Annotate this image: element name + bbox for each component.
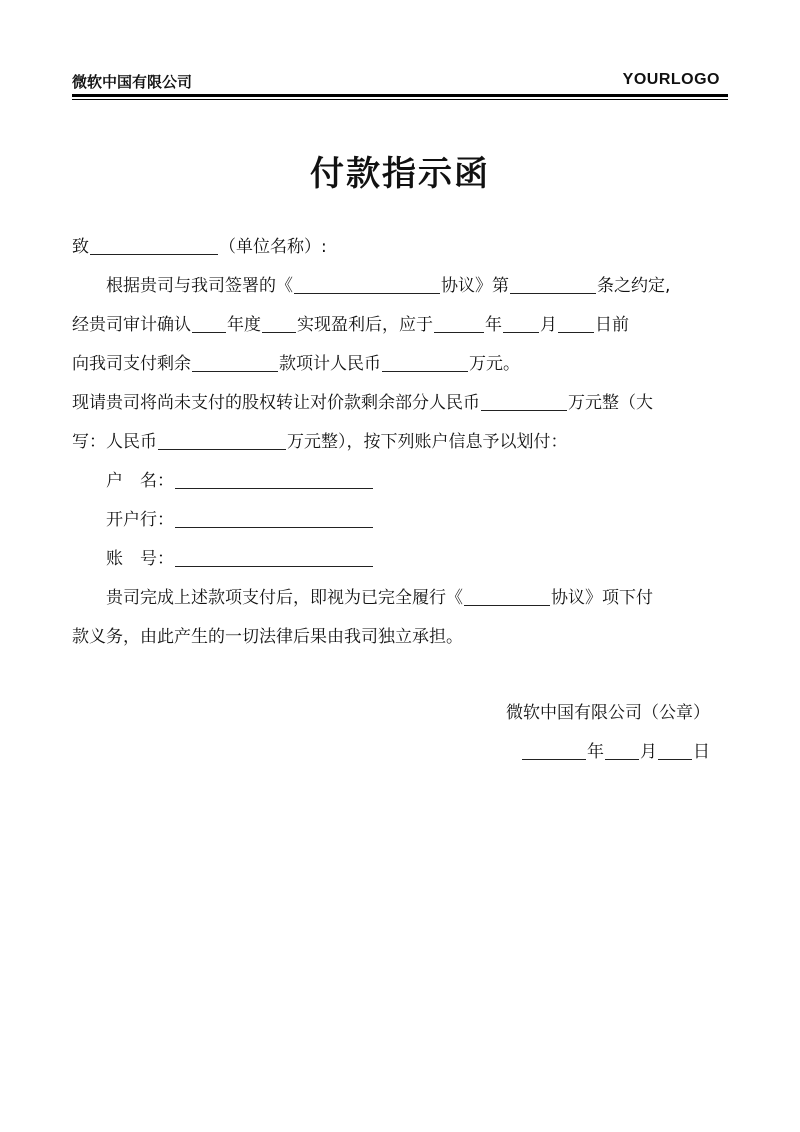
signature-company: 微软中国有限公司（公章） (506, 703, 710, 723)
text-segment: 协议》第 (441, 276, 509, 296)
account-number-row (72, 540, 712, 579)
paragraph-3-line-1 (72, 579, 712, 618)
header-company-name: 微软中国有限公司 (72, 73, 193, 91)
sign-month-blank[interactable] (605, 737, 639, 760)
paragraph-3-line-2 (72, 618, 712, 657)
text-segment: 款义务，由此产生的一切法律后果由我司独立承担。 (72, 627, 463, 647)
bank-label: 开户行： (106, 510, 174, 530)
signature-date (0, 733, 710, 772)
paragraph-1-line-2 (72, 306, 712, 345)
sign-day-label: 日 (693, 742, 710, 762)
due-day-blank[interactable] (558, 310, 594, 333)
page-header (72, 64, 728, 98)
sign-day-blank[interactable] (658, 737, 692, 760)
transfer-amount-blank[interactable] (481, 388, 567, 411)
amount-blank[interactable] (382, 349, 468, 372)
text-segment: 实现盈利后，应于 (297, 315, 433, 335)
account-name-blank[interactable] (175, 466, 373, 489)
clause-number-blank[interactable] (510, 271, 596, 294)
account-number-blank[interactable] (175, 544, 373, 567)
agreement-name-blank-2[interactable] (464, 583, 550, 606)
sign-year-blank[interactable] (522, 737, 586, 760)
text-segment: 向我司支付剩余 (72, 354, 191, 374)
text-segment: 万元整（大 (568, 393, 653, 413)
text-segment: 协议》项下付 (551, 588, 653, 608)
text-segment: 贵司完成上述款项支付后，即视为已完全履行《 (106, 588, 463, 608)
paragraph-1-line-1 (72, 267, 712, 306)
text-segment: 日前 (595, 315, 629, 335)
account-number-label: 账 号： (106, 549, 174, 569)
text-segment: 款项计人民币 (279, 354, 381, 374)
text-segment: 万元整），按下列账户信息予以划付： (287, 432, 568, 452)
amount-in-words-blank[interactable] (158, 427, 286, 450)
header-rule-thin (72, 99, 728, 100)
bank-blank[interactable] (175, 505, 373, 528)
to-prefix: 致 (72, 237, 89, 257)
header-rule-thick (72, 94, 728, 97)
text-segment: 月 (540, 315, 557, 335)
account-name-row (72, 462, 712, 501)
profit-year-blank[interactable] (262, 310, 296, 333)
audit-year-blank[interactable] (192, 310, 226, 333)
recipient-blank[interactable] (90, 232, 218, 255)
header-logo: YOURLOGO (622, 71, 720, 88)
bank-row (72, 501, 712, 540)
account-name-label: 户 名： (106, 471, 174, 491)
to-suffix: （单位名称）: (219, 237, 327, 257)
text-segment: 年度 (227, 315, 261, 335)
text-segment: 条之约定, (597, 276, 671, 296)
recipient-line (72, 228, 712, 267)
agreement-name-blank[interactable] (294, 271, 440, 294)
due-month-blank[interactable] (503, 310, 539, 333)
text-segment: 年 (485, 315, 502, 335)
sign-year-label: 年 (587, 742, 604, 762)
sign-month-label: 月 (640, 742, 657, 762)
text-segment: 根据贵司与我司签署的《 (106, 276, 293, 296)
letter-body (72, 228, 712, 657)
paragraph-2-line-2 (72, 423, 712, 462)
text-segment: 现请贵司将尚未支付的股权转让对价款剩余部分人民币 (72, 393, 480, 413)
document-title: 付款指示函 (310, 154, 490, 194)
text-segment: 经贵司审计确认 (72, 315, 191, 335)
signature-block (0, 694, 710, 772)
remaining-item-blank[interactable] (192, 349, 278, 372)
due-year-blank[interactable] (434, 310, 484, 333)
paragraph-1-line-3 (72, 345, 712, 384)
text-segment: 写：人民币 (72, 432, 157, 452)
text-segment: 万元。 (469, 354, 520, 374)
paragraph-2-line-1 (72, 384, 712, 423)
